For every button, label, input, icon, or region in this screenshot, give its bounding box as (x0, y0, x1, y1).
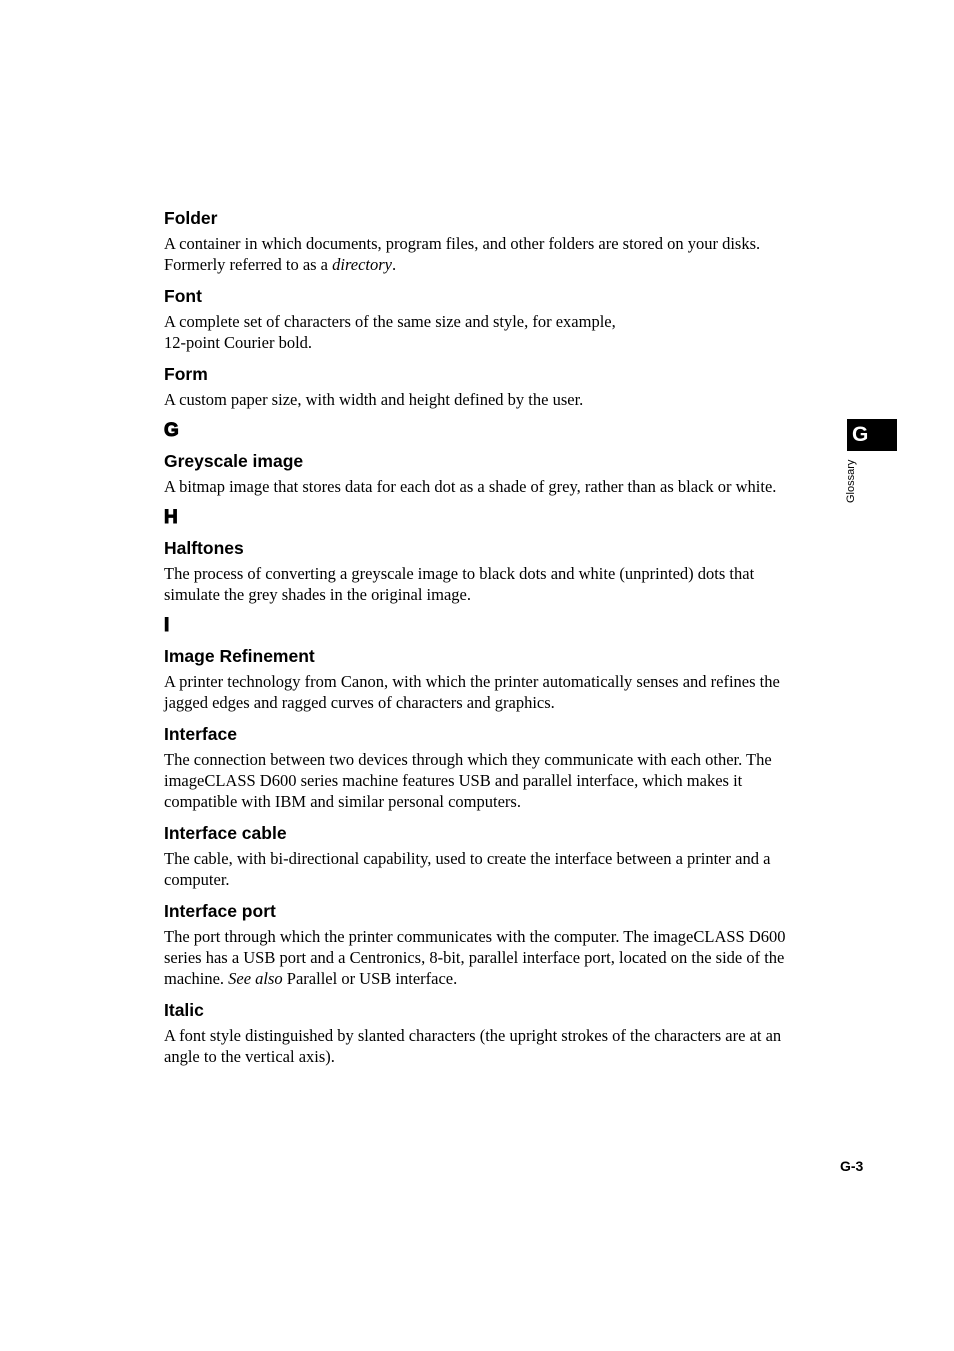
term-greyscale-image: Greyscale image (164, 451, 304, 471)
term-interface-cable: Interface cable (164, 823, 287, 843)
definition-font: A complete set of characters of the same size and style, for example, 12-point Courier bold. (164, 312, 616, 352)
definition-interface-port: The port through which the printer communicates with the computer. The imageCLASS D600 series has a USB port and a Centronics, 8-bit, parallel interface port, located on the side of the machine. See also Parallel or USB interface. (164, 927, 786, 988)
definition-form: A custom paper size, with width and height defined by the user. (164, 390, 584, 409)
term-italic: Italic (164, 1000, 204, 1020)
term-font: Font (164, 286, 202, 306)
definition-greyscale-image: A bitmap image that stores data for each dot as a shade of grey, rather than as black or white. (164, 477, 777, 496)
term-image-refinement: Image Refinement (164, 646, 315, 666)
definition-halftones: The process of converting a greyscale image to black dots and white (unprinted) dots that simulate the grey shades in the original image. (164, 564, 755, 604)
term-interface: Interface (164, 724, 237, 744)
definition-folder: A container in which documents, program files, and other folders are stored on your disks. Formerly referred to as a directory. (164, 234, 761, 274)
glossary-content (164, 207, 830, 1077)
term-form: Form (164, 364, 208, 384)
page-number: G-3 (840, 1158, 864, 1174)
definition-italic: A font style distinguished by slanted characters (the upright strokes of the characters are at an angle to the vertical axis). (164, 1026, 782, 1066)
definition-interface-cable: The cable, with bi-directional capability, used to create the interface between a printer and a computer. (164, 849, 771, 889)
chapter-tab-letter: G (847, 419, 897, 451)
chapter-tab-label: Glossary (845, 459, 857, 503)
section-letter-i: I (164, 615, 170, 636)
term-halftones: Halftones (164, 538, 244, 558)
section-letter-h: H (164, 507, 178, 528)
definition-image-refinement: A printer technology from Canon, with which the printer automatically senses and refines the jagged edges and ragged curves of characters and graphics. (164, 672, 780, 712)
term-interface-port: Interface port (164, 901, 276, 921)
definition-interface: The connection between two devices through which they communicate with each other. The imageCLASS D600 series machine features USB and parallel interface, which makes it compatible with IBM and similar personal computers. (164, 750, 772, 811)
term-folder: Folder (164, 208, 218, 228)
section-letter-g: G (164, 420, 179, 441)
